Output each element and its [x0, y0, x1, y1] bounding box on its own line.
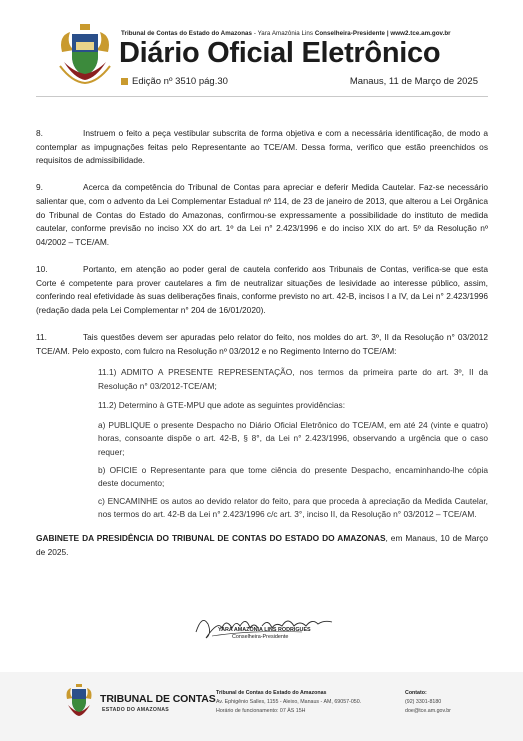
edition-marker-icon: [121, 78, 128, 85]
item-a: a) PUBLIQUE o presente Despacho no Diário Oficial Eletrônico do TCE/AM, em até 24 (vinte e quatro) horas, consoante dispõe o art. 42-B, § 8°, da Lei n° 2.423/1996, observando a urgência que o caso requer;: [98, 419, 488, 458]
signatory-role: Conselheira-Presidente: [232, 634, 289, 640]
edition-info: Edição nº 3510 pág.30: [121, 76, 228, 87]
footer-brand: TRIBUNAL DE CONTAS: [100, 693, 216, 705]
paragraph-8: 8. Instruem o feito a peça vestibular subscrita de forma objetiva e com a necessária identificação, de modo a contemplar as impugnações feitas pelo Representante ao TCE/AM. Dessa forma, verifico que estão preenchidos os requisitos de admissibilidade.: [36, 128, 488, 166]
item-b: b) OFICIE o Representante para que tome ciência do presente Despacho, encaminhando-lhe cópia deste documento;: [98, 464, 488, 489]
item-c: c) ENCAMINHE os autos ao devido relator do feito, para que proceda à apreciação da Medida Cautelar, nos termos do art. 42-B da Lei n° 2.423/1996 c/c art. 3°, inciso II, da Resolução n° 03/2012 – TCE/AM.: [98, 495, 488, 520]
page-title: Diário Oficial Eletrônico: [119, 37, 441, 69]
footer-crest-icon: [64, 683, 94, 719]
paragraph-10: 10. Portanto, em atenção ao poder geral de cautela conferido aos Tribunais de Contas, verifica-se que esta Corte é competente para prover cautelares a fim de neutralizar situações de lesividade ao interesse público, assim, conferindo real efetividade às suas deliberações finais, conforme previsto no art. 42-B, incisos I a IV, da Lei n° 2.423/1996 (redação dada pela Lei Complementar n° 204 de 16/01/2020).: [36, 263, 488, 315]
closing-statement: GABINETE DA PRESIDÊNCIA DO TRIBUNAL DE CONTAS DO ESTADO DO AMAZONAS, em Manaus, 10 de Março de 2025.: [36, 533, 489, 557]
document-body: [36, 127, 488, 559]
footer-phone: (92) 3301-8180: [405, 699, 442, 705]
tce-am-crest-icon: [56, 22, 114, 84]
footer-address: Tribunal de Contas do Estado do Amazonas Av. Ephigênio Salles, 1155 - Aleixo, Manaus - AM, 69057-050. Horário de funcionamento: 07 ÀS 15H: [216, 690, 362, 714]
paragraph-11: 11. Tais questões devem ser apuradas pelo relator do feito, nos moldes do art. 3º, II da Resolução n° 03/2012 TCE/AM. Pelo exposto, com fulcro na Resolução nº 03/2012 e no Regimento Interno do TCE/AM:: [36, 331, 488, 356]
publication-date: Manaus, 11 de Março de 2025: [349, 76, 478, 87]
signatory-name: YARA AMAZÔNIA LINS RODRIGUES: [218, 627, 311, 633]
footer-email[interactable]: doe@tce.am.gov.br: [405, 708, 451, 714]
header-org-line: Tribunal de Contas do Estado do Amazonas - Yara Amazônia Lins Conselheira-Presidente | www2.tce.am.gov.br: [121, 30, 451, 37]
item-11-1: 11.1) ADMITO A PRESENTE REPRESENTAÇÃO, nos termos da primeira parte do art. 3º, II da Resolução n° 03/2012-TCE/AM;: [98, 367, 488, 391]
header-divider: [36, 96, 488, 97]
footer-brand-sub: ESTADO DO AMAZONAS: [102, 707, 170, 713]
paragraph-9: 9. Acerca da competência do Tribunal de Contas para apreciar e deferir Medida Cautelar. Faz-se necessário salientar que, com o advento da Lei Complementar Estadual nº 114, de 23 de janeiro de 2013, que alterou a Lei Orgânica do Tribunal de Contas do Estado do Amazonas, confirmou-se expressamente a possibilidade do instituto de medida cautelar, conforme previsão no inciso XX do art. 1º da Lei n° 2.423/1996 e do inciso XIX do art. 5º da Resolução nº 04/2002 – TCE/AM.: [36, 182, 488, 247]
item-11-2: 11.2) Determino à GTE-MPU que adote as seguintes providências:: [98, 400, 346, 411]
footer-contact: Contato: (92) 3301-8180 doe@tce.am.gov.br: [405, 690, 451, 714]
page-header: [0, 0, 523, 92]
